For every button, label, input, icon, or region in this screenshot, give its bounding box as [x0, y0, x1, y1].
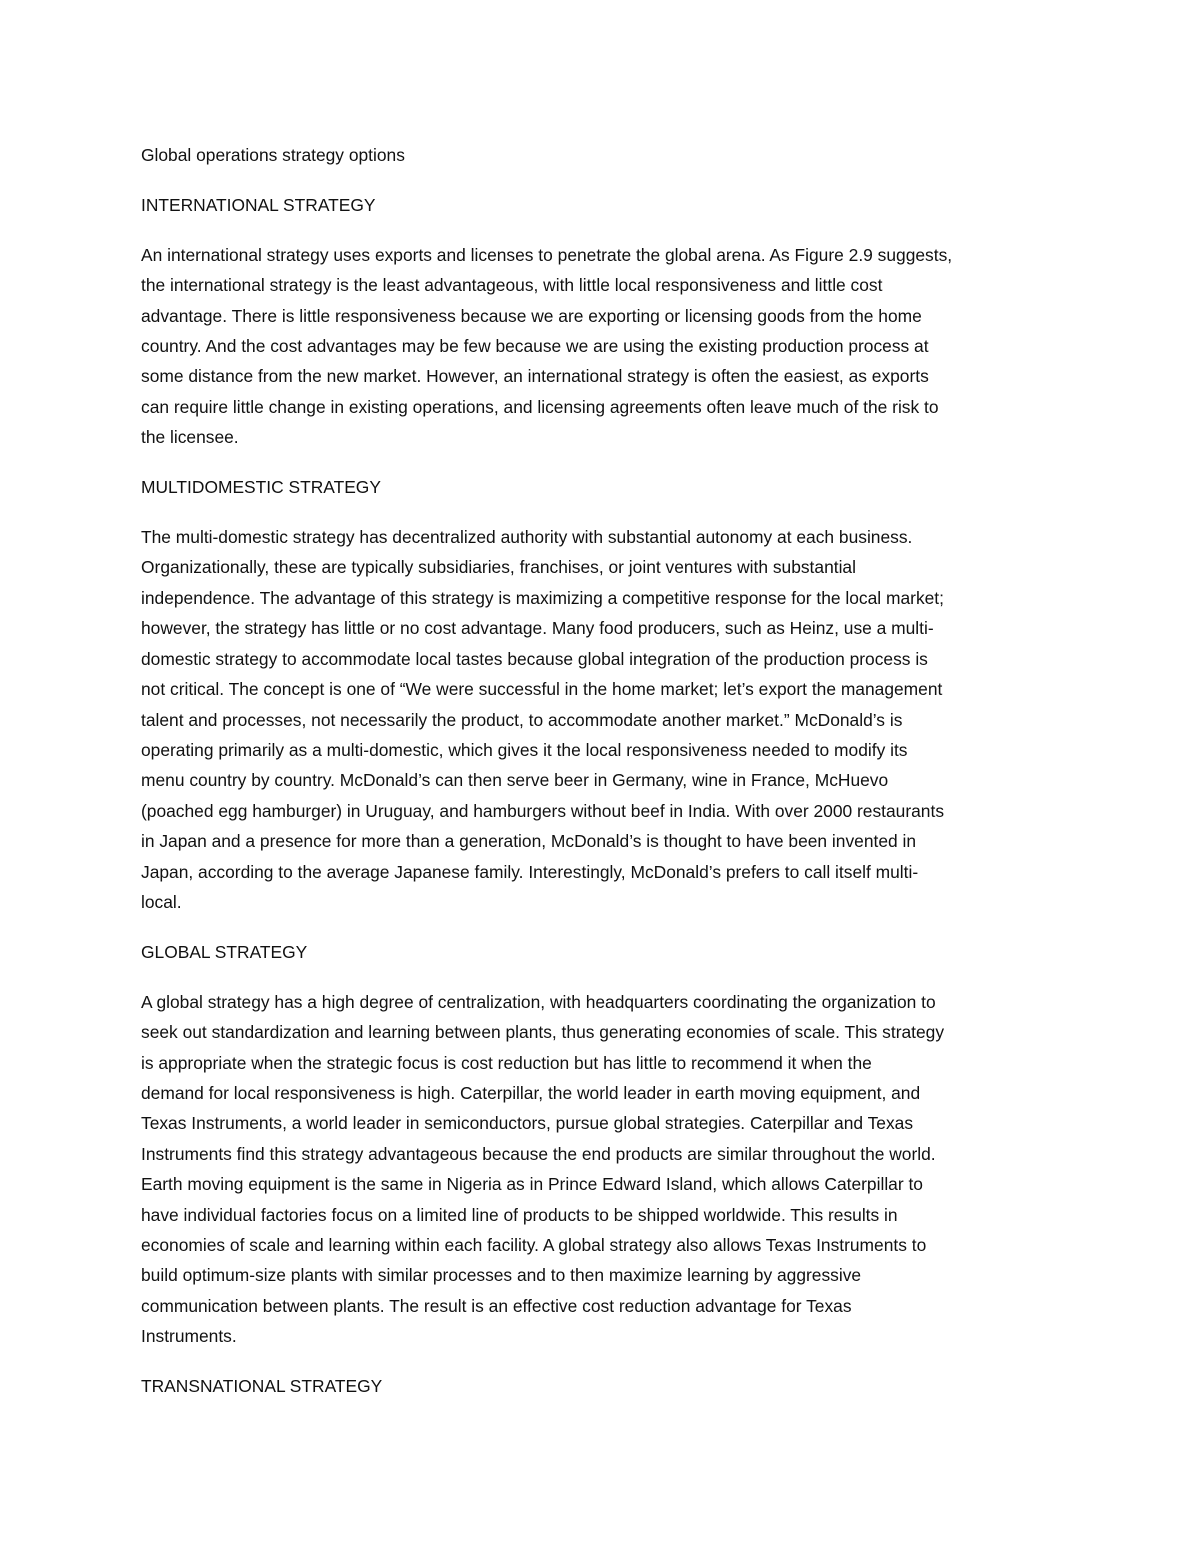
paragraph-line: independence. The advantage of this strategy is maximizing a competitive response for the local market;	[141, 587, 944, 608]
paragraph-line: communication between plants. The result is an effective cost reduction advantage for Texas	[141, 1295, 852, 1316]
paragraph-line: demand for local responsiveness is high. Caterpillar, the world leader in earth moving equipment, and	[141, 1082, 921, 1103]
paragraph-line: in Japan and a presence for more than a generation, McDonald’s is thought to have been invented in	[141, 831, 917, 852]
paragraph-line: build optimum-size plants with similar processes and to then maximize learning by aggressive	[141, 1265, 862, 1286]
document-title: Global operations strategy options	[141, 145, 405, 165]
paragraph-line: advantage. There is little responsiveness because we are exporting or licensing goods from the home	[141, 305, 922, 326]
paragraph-line: some distance from the new market. However, an international strategy is often the easiest, as exports	[141, 366, 929, 387]
paragraph-line: the licensee.	[141, 427, 239, 448]
paragraph-line: seek out standardization and learning between plants, thus generating economies of scale. This strategy	[141, 1022, 945, 1043]
paragraph-line: The multi-domestic strategy has decentralized authority with substantial autonomy at each business.	[141, 527, 913, 548]
paragraph-line: local.	[141, 891, 182, 912]
paragraph-line: economies of scale and learning within each facility. A global strategy also allows Texas Instruments to	[141, 1235, 927, 1255]
paragraph-line: Instruments.	[141, 1326, 237, 1347]
section-paragraph	[141, 987, 1061, 1352]
paragraph-line: Organizationally, these are typically subsidiaries, franchises, or joint ventures with substantial	[141, 557, 856, 578]
paragraph-line: domestic strategy to accommodate local tastes because global integration of the production process is	[141, 648, 928, 669]
section-paragraph	[141, 522, 1061, 917]
paragraph-line: is appropriate when the strategic focus is cost reduction but has little to recommend it when the	[141, 1052, 872, 1073]
paragraph-line: A global strategy has a high degree of centralization, with headquarters coordinating the organization to	[141, 991, 936, 1012]
paragraph-line: menu country by country. McDonald’s can then serve beer in Germany, wine in France, McHuevo	[141, 770, 889, 791]
paragraph-line: Japan, according to the average Japanese family. Interestingly, McDonald’s prefers to call itself multi-	[141, 861, 919, 882]
paragraph-line: have individual factories focus on a limited line of products to be shipped worldwide. This results in	[141, 1204, 898, 1225]
paragraph-line: the international strategy is the least advantageous, with little local responsiveness and little cost	[141, 275, 883, 296]
paragraph-line: Texas Instruments, a world leader in semiconductors, pursue global strategies. Caterpillar and Texas	[141, 1113, 914, 1134]
section-heading: INTERNATIONAL STRATEGY	[141, 194, 376, 215]
paragraph-line: however, the strategy has little or no cost advantage. Many food producers, such as Heinz, use a multi-	[141, 618, 934, 639]
paragraph-line: can require little change in existing operations, and licensing agreements often leave much of the risk to	[141, 396, 939, 417]
paragraph-line: not critical. The concept is one of “We were successful in the home market; let’s export the management	[141, 679, 943, 700]
paragraph-line: country. And the cost advantages may be few because we are using the existing production process at	[141, 336, 929, 357]
section-paragraph	[141, 240, 1061, 453]
section-heading: GLOBAL STRATEGY	[141, 941, 308, 962]
paragraph-line: An international strategy uses exports and licenses to penetrate the global arena. As Figure 2.9 suggests,	[141, 244, 953, 265]
paragraph-line: talent and processes, not necessarily the product, to accommodate another market.” McDonald’s is	[141, 709, 903, 730]
paragraph-line: operating primarily as a multi-domestic, which gives it the local responsiveness needed to modify its	[141, 739, 908, 760]
document-sections	[141, 190, 1061, 1402]
paragraph-line: Instruments find this strategy advantageous because the end products are similar throughout the world.	[141, 1143, 936, 1164]
section-heading: MULTIDOMESTIC STRATEGY	[141, 477, 381, 498]
section-heading: TRANSNATIONAL STRATEGY	[141, 1376, 383, 1397]
paragraph-line: (poached egg hamburger) in Uruguay, and hamburgers without beef in India. With over 2000 restaurants	[141, 800, 945, 821]
document-page	[141, 140, 1061, 1421]
paragraph-line: Earth moving equipment is the same in Nigeria as in Prince Edward Island, which allows Caterpillar to	[141, 1174, 923, 1195]
